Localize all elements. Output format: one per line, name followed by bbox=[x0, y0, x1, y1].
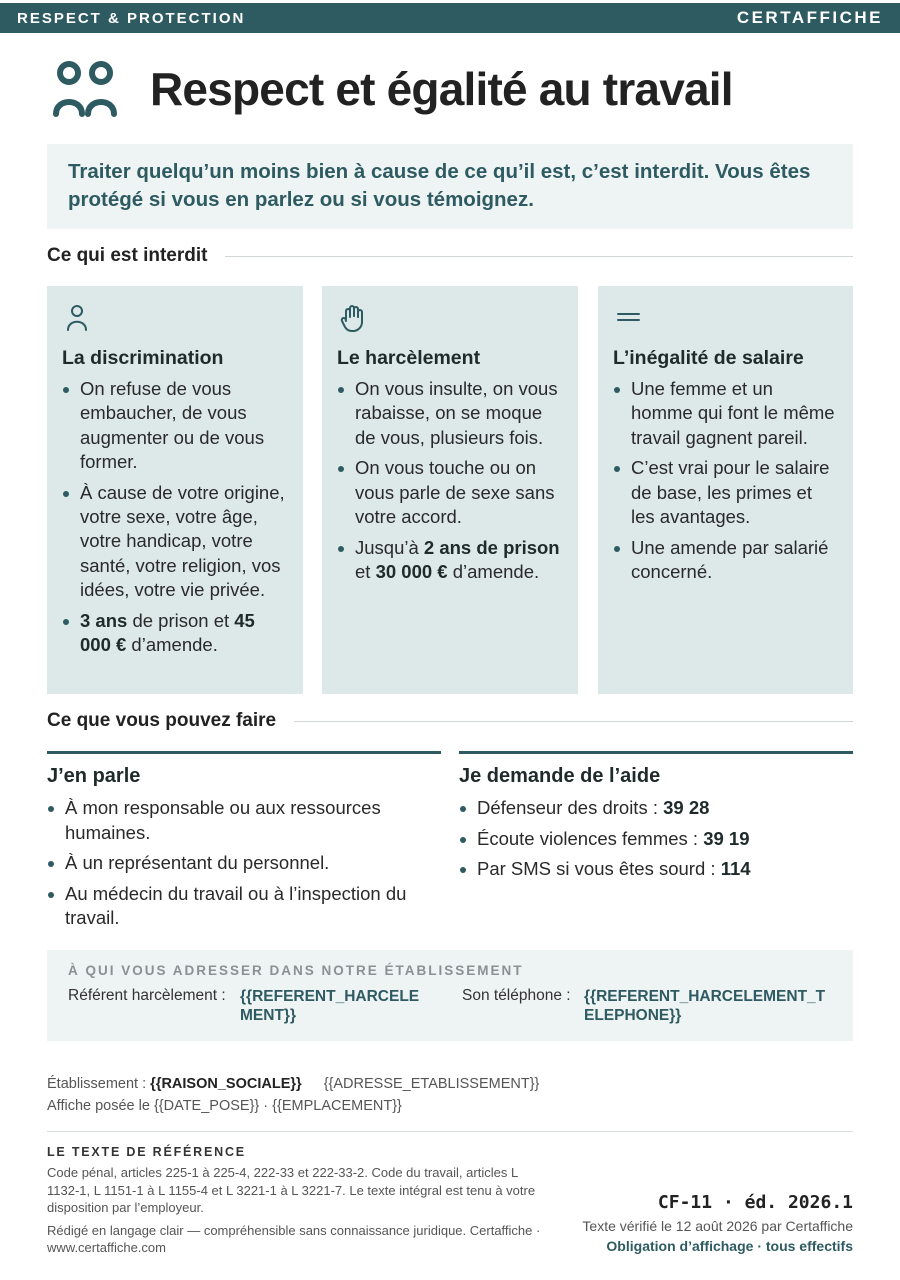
contact-panel bbox=[47, 950, 853, 1041]
referent-value: {{REFERENT_HARCELEMENT}} bbox=[240, 988, 420, 1024]
reference-caption: LE TEXTE DE RÉFÉRENCE bbox=[47, 1145, 246, 1159]
obligation-note: Obligation d’affichage · tous effectifs bbox=[606, 1238, 853, 1254]
referent-label: Référent harcèlement : bbox=[68, 987, 226, 1004]
title-row bbox=[47, 58, 853, 120]
action-help bbox=[459, 751, 853, 888]
edition-meta bbox=[582, 1192, 853, 1254]
establishment-info bbox=[47, 1073, 539, 1117]
list-item: Jusqu’à 2 ans de prison et 30 000 € d’amende. bbox=[337, 536, 564, 585]
list-item: On vous insulte, on vous rabaisse, on se moque de vous, plusieurs fois. bbox=[337, 377, 564, 450]
people-icon bbox=[47, 58, 123, 120]
forbidden-cards bbox=[47, 286, 853, 694]
card-discrimination bbox=[47, 286, 303, 694]
contact-row bbox=[68, 987, 832, 1027]
emphasis: 114 bbox=[720, 858, 751, 879]
action-title: Je demande de l’aide bbox=[459, 765, 661, 787]
card-harassment bbox=[322, 286, 578, 694]
establishment-label: Établissement : bbox=[47, 1076, 151, 1092]
section-actions bbox=[47, 710, 853, 732]
divider bbox=[225, 256, 853, 257]
card-list bbox=[62, 377, 289, 657]
person-icon bbox=[62, 302, 92, 334]
top-banner bbox=[0, 3, 900, 33]
card-title: La discrimination bbox=[62, 347, 224, 369]
reference-block bbox=[47, 1145, 553, 1262]
divider bbox=[294, 721, 853, 722]
list-item: On refuse de vous embaucher, de vous augmenter ou de vous former. bbox=[62, 377, 289, 474]
phone-value: {{REFERENT_HARCELEMENT_TELEPHONE}} bbox=[584, 988, 826, 1024]
list-item: Une femme et un homme qui font le même travail gagnent pareil. bbox=[613, 377, 839, 450]
establishment-address: {{ADRESSE_ETABLISSEMENT}} bbox=[323, 1076, 540, 1092]
section-forbidden bbox=[47, 245, 853, 267]
emphasis: 45 000 € bbox=[80, 609, 255, 655]
list-item: 3 ans de prison et 45 000 € d’amende. bbox=[62, 609, 289, 658]
list-item: Par SMS si vous êtes sourd : 114 bbox=[459, 857, 853, 882]
emphasis: 39 19 bbox=[703, 827, 750, 849]
category-label: RESPECT & PROTECTION bbox=[17, 9, 246, 27]
emphasis: 3 ans bbox=[80, 609, 128, 631]
emphasis: 30 000 € bbox=[375, 561, 448, 583]
list-item: Écoute violences femmes : 39 19 bbox=[459, 827, 853, 852]
list-item: C’est vrai pour le salaire de base, les primes et les avantages. bbox=[613, 456, 839, 529]
contact-caption: À QUI VOUS ADRESSER DANS NOTRE ÉTABLISSEMENT bbox=[68, 963, 524, 978]
page-title: Respect et égalité au travail bbox=[150, 63, 733, 115]
action-title: J’en parle bbox=[47, 765, 141, 787]
card-list bbox=[337, 377, 564, 584]
action-list bbox=[47, 796, 441, 931]
document-code: CF-11 · éd. 2026.1 bbox=[657, 1192, 853, 1213]
reference-text: Code pénal, articles 225-1 à 225-4, 222-33 et 222-33-2. Code du travail, articles L 1132-1, L 1151-1 à L 1155-4 et L 3221-1 à L 3221-7. Le texte intégral est tenu à votre disposition par l’employeur. bbox=[47, 1165, 536, 1215]
phone-label: Son téléphone : bbox=[462, 987, 571, 1004]
list-item: On vous touche ou on vous parle de sexe sans votre accord. bbox=[337, 456, 564, 529]
list-item: À mon responsable ou aux ressources humaines. bbox=[47, 796, 441, 845]
establishment-name: {{RAISON_SOCIALE}} bbox=[150, 1076, 302, 1092]
footer-divider bbox=[47, 1131, 853, 1132]
card-title: L’inégalité de salaire bbox=[613, 347, 804, 369]
lead-callout: Traiter quelqu’un moins bien à cause de ce qu’il est, c’est interdit. Vous êtes protégé si vous en parlez ou si vous témoignez. bbox=[47, 144, 853, 229]
action-speak bbox=[47, 751, 441, 937]
brand-label: CERTAFFICHE bbox=[736, 8, 883, 27]
hand-icon bbox=[337, 302, 367, 334]
section-actions-title: Ce que vous pouvez faire bbox=[47, 710, 277, 731]
reference-note: Rédigé en langage clair — compréhensible sans connaissance juridique. Certaffiche · www.certaffiche.com bbox=[47, 1222, 541, 1255]
emphasis: 39 28 bbox=[663, 797, 710, 818]
card-title: Le harcèlement bbox=[337, 347, 481, 369]
helpline-list bbox=[459, 796, 853, 882]
list-item: Une amende par salarié concerné. bbox=[613, 536, 839, 585]
emphasis: 2 ans de prison bbox=[423, 536, 560, 558]
posting-info: Affiche posée le {{DATE_POSE}} · {{EMPLACEMENT}} bbox=[47, 1098, 402, 1114]
list-item: À un représentant du personnel. bbox=[47, 851, 441, 876]
list-item: Au médecin du travail ou à l’inspection du travail. bbox=[47, 882, 441, 931]
list-item: Défenseur des droits : 39 28 bbox=[459, 796, 853, 821]
card-list bbox=[613, 377, 839, 584]
card-equal-pay bbox=[598, 286, 853, 694]
section-forbidden-title: Ce qui est interdit bbox=[47, 245, 208, 266]
equal-icon bbox=[613, 302, 643, 334]
verification-note: Texte vérifié le 12 août 2026 par Certaffiche bbox=[582, 1218, 853, 1234]
list-item: À cause de votre origine, votre sexe, votre âge, votre handicap, votre santé, votre religion, vos idées, votre vie privée. bbox=[62, 481, 289, 602]
